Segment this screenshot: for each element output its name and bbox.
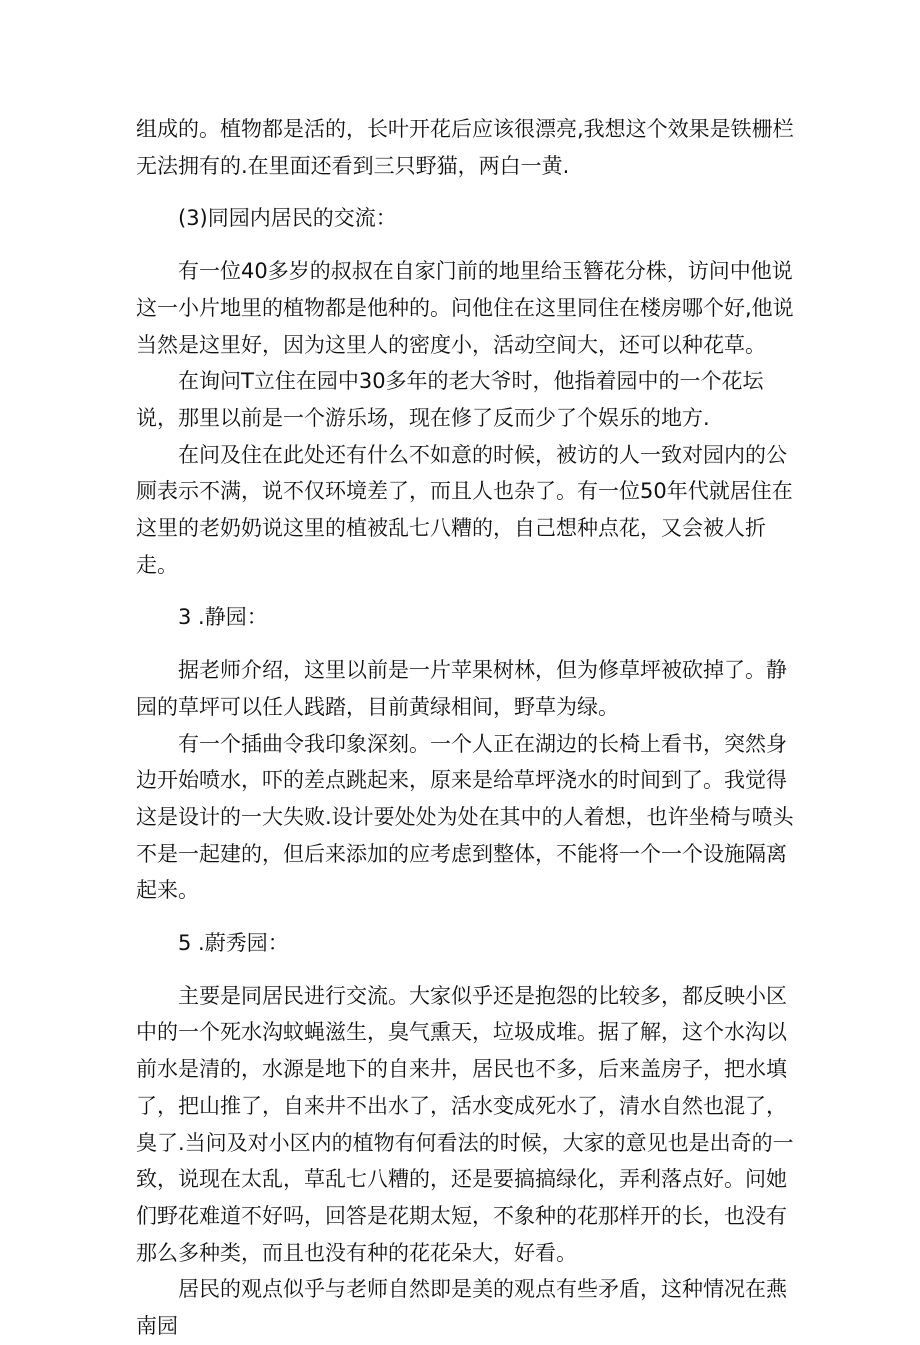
paragraph-uncle-interview: 有一位40多岁的叔叔在自家门前的地里给玉簪花分株，访问中他说这一小片地里的植物都是他种的。问他住在这里同住在楼房哪个好,他说当然是这里好，因为这里人的密度小，活动空间大，还可以种花草。	[136, 259, 794, 357]
paragraph-old-man-interview: 在询问T立住在园中30多年的老大爷时，他指着园中的一个花坛说，那里以前是一个游乐场，现在修了反而少了个娱乐的地方.	[136, 369, 764, 430]
paragraph-resident-views: 居民的观点似乎与老师自然即是美的观点有些矛盾，这种情况在燕南园	[136, 1277, 787, 1339]
section-heading-jingyuan: 3 .静园：	[178, 605, 268, 630]
paragraph-dissatisfaction: 在问及住在此处还有什么不如意的时候，被访的人一致对园内的公厕表示不满，说不仅环境差了，而且人也杂了。有一位50年代就居住在这里的老奶奶说这里的植被乱七八糟的，自己想种点花，又会被人折走。	[136, 442, 793, 577]
paragraph-jingyuan-episode: 有一个插曲令我印象深刻。一个人正在湖边的长椅上看书，突然身边开始喷水，吓的差点跳起来，原来是给草坪浇水的时间到了。我觉得这是设计的一大失败.设计要处处为处在其中的人着想，也许坐椅与喷头不是一起建的，但后来添加的应考虑到整体，不能将一个一个设施隔离起来。	[136, 731, 794, 903]
section-heading-weixiuyuan: 5 .蔚秀园：	[178, 931, 289, 956]
paragraph-weixiuyuan-exchange: 主要是同居民进行交流。大家似乎还是抱怨的比较多，都反映小区中的一个死水沟蚊蝇滋生，臭气熏天，垃圾成堆。据了解，这个水沟以前水是清的，水源是地下的自来井，居民也不多，后来盖房子，把水填了，把山推了，自来井不出水了，活水变成死水了，清水自然也混了，臭了.当问及对小区内的植物有何看法的时候，大家的意见也是出奇的一致，说现在太乱，草乱七八糟的，还是要搞搞绿化，弄利落点好。问她们野花难道不好吗，回答是花期太短，不象种的花那样开的长，也没有那么多种类，而且也没有种的花花朵大，好看。	[136, 983, 794, 1265]
paragraph-continuation: 组成的。植物都是活的，长叶开花后应该很漂亮,我想这个效果是铁栅栏无法拥有的.在里面还看到三只野猫，两白一黄.	[136, 117, 794, 178]
paragraph-jingyuan-history: 据老师介绍，这里以前是一片苹果树林，但为修草坪被砍掉了。静园的草坪可以任人践踏，目前黄绿相间，野草为绿。	[136, 658, 787, 719]
document-body	[136, 111, 796, 1345]
subheading-resident-exchange: (3)同园内居民的交流：	[178, 206, 397, 231]
